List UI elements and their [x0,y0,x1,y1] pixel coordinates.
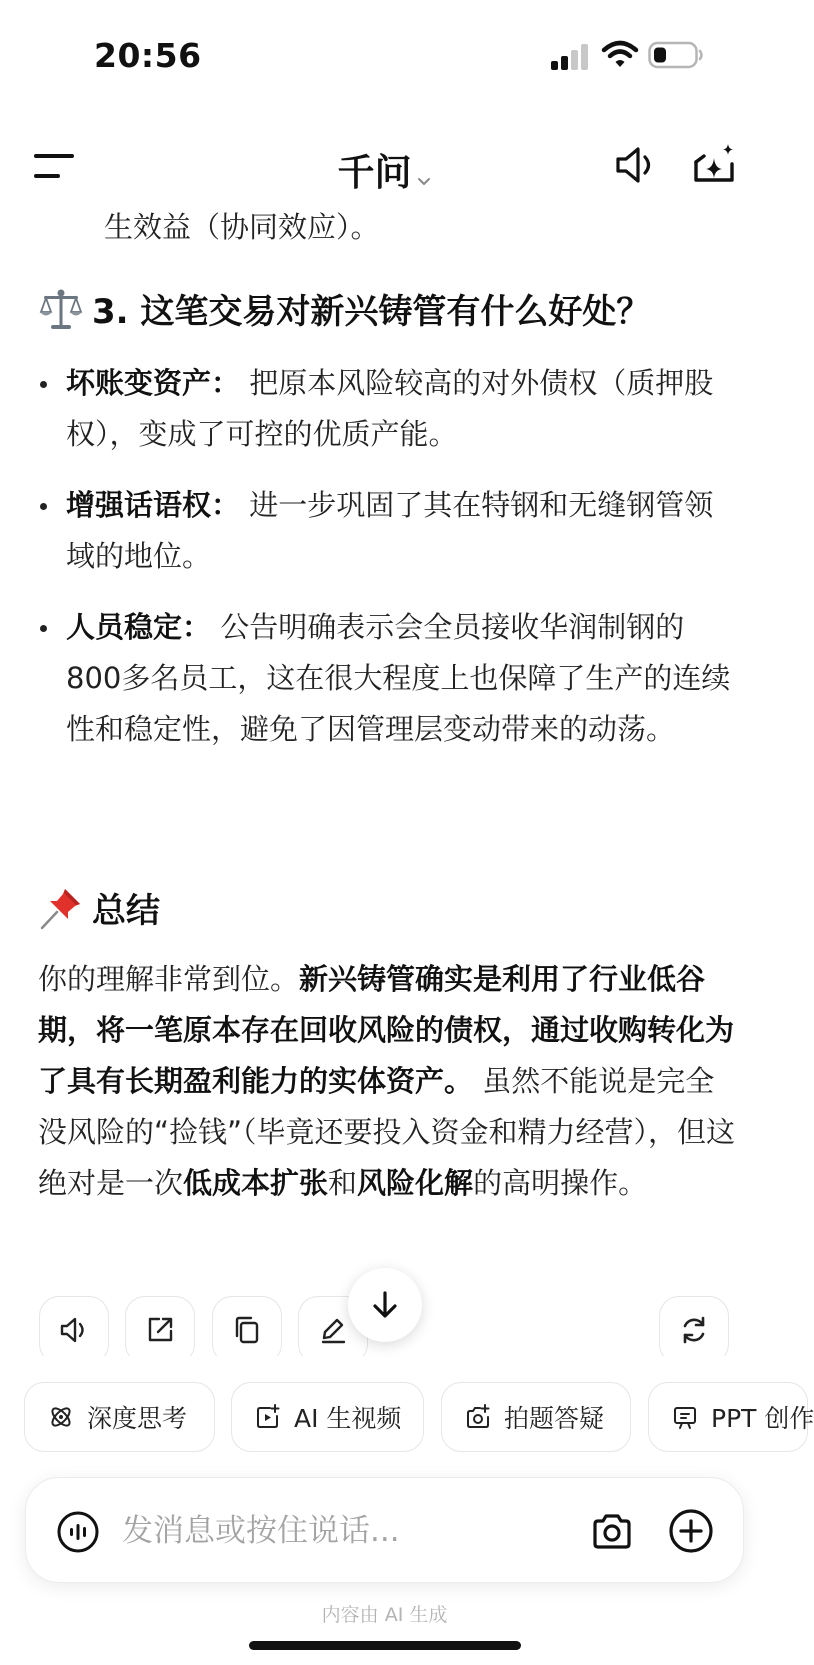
bullet-label: 坏账变资产： [66,366,241,400]
summary-paragraph [38,954,738,1209]
regenerate-button[interactable] [659,1296,729,1364]
summary-heading-text: 总结 [92,891,160,931]
wifi-icon [602,40,638,70]
bullet-text: 进一步巩固了其在特钢和无缝钢管领域的地位。 [66,488,714,573]
chip-ai-video[interactable] [231,1382,424,1452]
video-icon [254,1403,282,1431]
refresh-icon [677,1313,711,1347]
pushpin-icon [38,885,84,931]
copy-button[interactable] [212,1296,282,1364]
scroll-to-bottom-button[interactable] [348,1268,422,1342]
speaker-icon [57,1313,91,1347]
chip-label: AI 生视频 [294,1404,402,1433]
status-bar [0,0,769,110]
home-indicator [249,1641,521,1650]
balance-scale-icon [38,286,84,332]
ai-disclaimer: 内容由 AI 生成 [321,1604,448,1626]
battery-icon [648,40,704,70]
chip-deep-think[interactable] [24,1382,215,1452]
text-fragment: 生效益（协同效应）。 [104,210,380,244]
summary-bold: 低成本扩张 [183,1166,329,1200]
share-icon [143,1313,177,1347]
bullet-label: 人员稳定： [66,610,212,644]
camera-question-icon [464,1403,492,1431]
summary-text: 虽然不能说是完全没风险的“捡钱”（毕竟还要投入资金和精力经营），但这绝对是一次 [38,1064,736,1200]
atom-icon [47,1403,75,1431]
speaker-icon[interactable] [612,142,658,188]
camera-icon[interactable] [590,1510,634,1554]
page-title: 千问 [337,151,412,194]
summary-heading [38,883,160,932]
voice-input-icon[interactable] [56,1510,100,1554]
bullet-text: 把原本风险较高的对外债权（质押股权），变成了可控的优质产能。 [66,366,714,451]
summary-text: 的高明操作。 [473,1166,648,1200]
summary-bold: 新兴铸管确实是利用了行业低谷期，将一笔原本存在回收风险的债权，通过收购转化为了具有长期盈利能力的实体资产。 [38,962,735,1098]
chip-photo-question[interactable] [441,1382,631,1452]
list-item [38,480,738,582]
chip-label: 拍题答疑 [504,1404,605,1433]
chip-label: PPT 创作 [711,1404,814,1433]
presentation-icon [671,1403,699,1431]
list-item [38,358,738,460]
new-chat-icon[interactable] [690,140,738,188]
status-time: 20:56 [94,36,202,75]
bullet-label: 增强话语权： [66,488,241,522]
read-aloud-button[interactable] [39,1296,109,1364]
section-heading [38,284,650,333]
list-item [38,602,738,755]
signal-icon [551,44,591,70]
bullet-list [38,358,738,775]
arrow-down-icon [368,1288,402,1322]
share-button[interactable] [125,1296,195,1364]
actions-fade [0,1356,769,1370]
chevron-down-icon [416,175,432,187]
summary-text: 和 [328,1166,358,1200]
pencil-icon [316,1313,350,1347]
quick-actions-bar [0,1382,814,1452]
summary-text: 你的理解非常到位。 [38,962,300,996]
app-header [0,130,769,200]
summary-bold: 风险化解 [357,1166,474,1200]
copy-icon [230,1313,264,1347]
chip-ppt[interactable] [648,1382,814,1452]
message-input[interactable] [122,1506,482,1556]
section-heading-text: 3. 这笔交易对新兴铸管有什么好处？ [92,292,651,332]
bullet-text: 公告明确表示会全员接收华润制钢的800多名员工，这在很大程度上也保障了生产的连续性和稳定性，避免了因管理层变动带来的动荡。 [66,610,731,746]
plus-icon[interactable] [668,1508,714,1554]
chip-label: 深度思考 [87,1404,188,1433]
message-input-bar [25,1477,744,1583]
